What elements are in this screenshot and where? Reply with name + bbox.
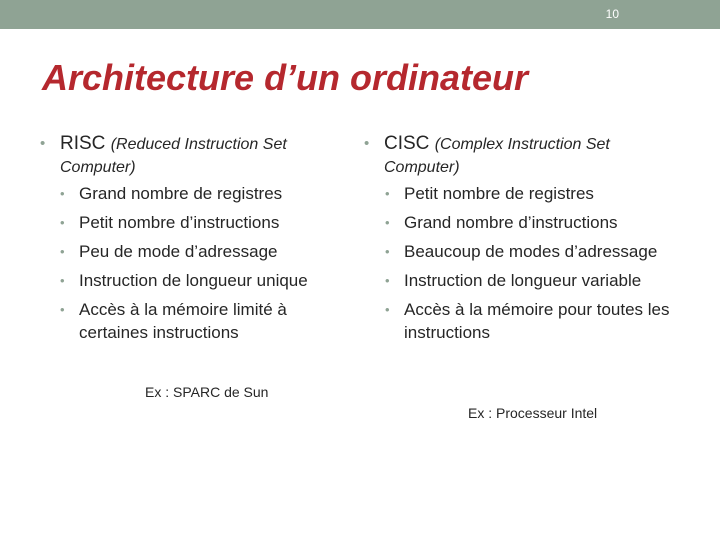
bullet-icon: • (60, 302, 65, 317)
risc-heading-label: RISC (60, 133, 106, 154)
bullet-icon: • (60, 186, 65, 201)
cisc-list (385, 182, 714, 344)
list-item-text: Accès à la mémoire pour toutes les instructions (404, 300, 670, 342)
cisc-example: Ex : Processeur Intel (468, 405, 598, 421)
list-item (60, 211, 360, 234)
bullet-icon: • (385, 215, 390, 230)
list-item-text: Accès à la mémoire limité à certaines instructions (79, 300, 287, 342)
risc-subtitle: (Reduced Instruction Set (110, 136, 287, 153)
bullet-icon: • (385, 302, 390, 317)
list-item-text: Petit nombre d’instructions (79, 213, 280, 232)
bullet-icon: • (60, 215, 65, 230)
bullet-icon: • (60, 244, 65, 259)
list-item-text: Grand nombre de registres (79, 184, 283, 203)
top-bar (0, 0, 720, 29)
list-item (60, 240, 360, 263)
list-item-text: Instruction de longueur unique (79, 271, 308, 290)
slide-number: 10 (605, 7, 619, 21)
cisc-heading-label: CISC (384, 133, 430, 154)
risc-list (60, 182, 360, 344)
list-item (60, 269, 360, 292)
cisc-subtitle-cont: Computer) (384, 159, 460, 176)
list-item (385, 269, 714, 292)
cisc-subtitle: (Complex Instruction Set (434, 136, 610, 153)
list-item-text: Instruction de longueur variable (404, 271, 642, 290)
list-item-text: Beaucoup de modes d’adressage (404, 242, 658, 261)
list-item (60, 298, 360, 344)
bullet-icon: • (40, 135, 46, 152)
list-item (385, 182, 714, 205)
list-item (60, 182, 360, 205)
bullet-icon: • (385, 186, 390, 201)
bullet-icon: • (364, 135, 370, 152)
bullet-icon: • (385, 244, 390, 259)
list-item-text: Peu de mode d’adressage (79, 242, 278, 261)
list-item (385, 211, 714, 234)
bullet-icon: • (385, 273, 390, 288)
list-item-text: Grand nombre d’instructions (404, 213, 618, 232)
list-item (385, 298, 714, 344)
risc-heading (40, 132, 360, 179)
cisc-heading (364, 132, 714, 179)
list-item (385, 240, 714, 263)
cisc-column (364, 132, 714, 350)
risc-subtitle-cont: Computer) (60, 159, 136, 176)
risc-column (40, 132, 360, 350)
bullet-icon: • (60, 273, 65, 288)
list-item-text: Petit nombre de registres (404, 184, 594, 203)
risc-example: Ex : SPARC de Sun (145, 384, 269, 400)
slide-title: Architecture d’un ordinateur (42, 57, 529, 98)
